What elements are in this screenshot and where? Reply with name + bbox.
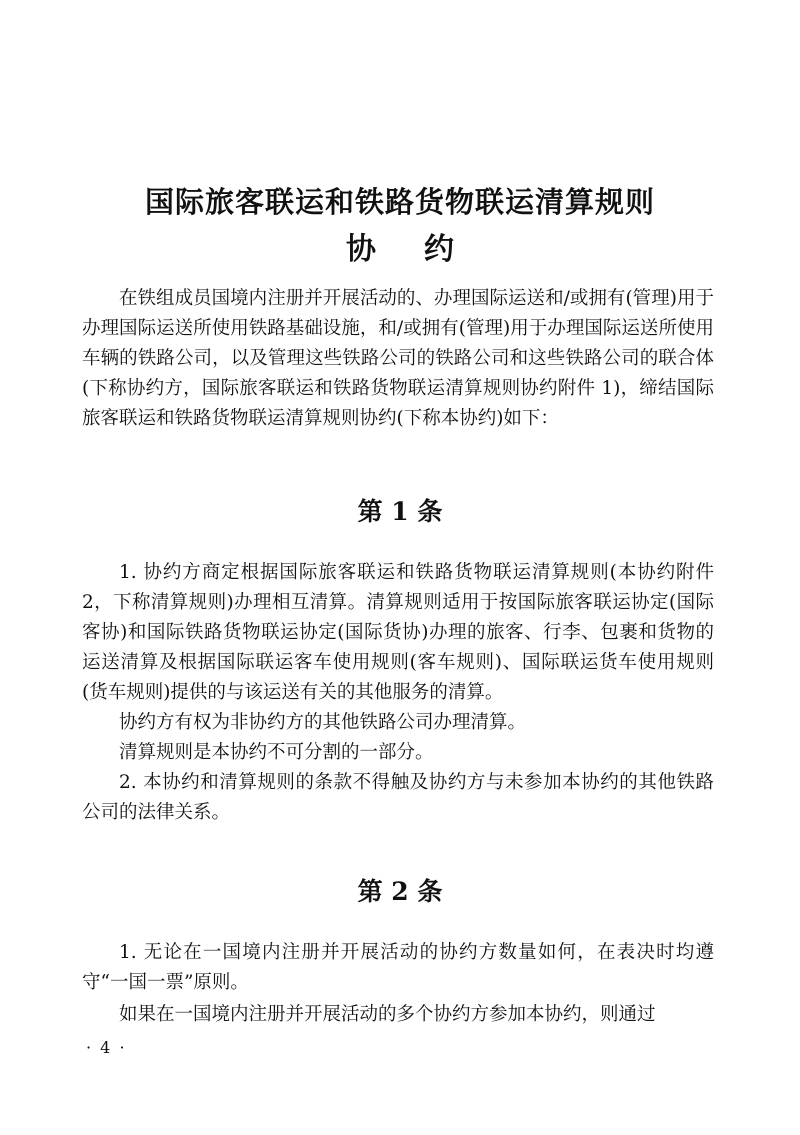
preamble-paragraph: 在铁组成员国境内注册并开展活动的、办理国际运送和/或拥有(管理)用于办理国际运送所使用铁路基础设施，和/或拥有(管理)用于办理国际运送所使用车辆的铁路公司，以及管理这些铁路公司的铁路公司和这些铁路公司的联合体(下称协约方，国际旅客联运和铁路货物联运清算规则协约附件 1)，缔结国际旅客联运和铁路货物联运清算规则协约(下称本协约)如下： [82,288,714,429]
article-1-heading: 第 1 条 [357,497,443,526]
subtitle-char-1: 协 [346,232,376,267]
article-1-paragraph-4: 2. 本协约和清算规则的条款不得触及协约方与未参加本协约的其他铁路公司的法律关系。 [82,772,714,823]
document-title: 国际旅客联运和铁路货物联运清算规则 [144,185,655,219]
article-2-heading: 第 2 条 [357,877,443,906]
article-2-paragraph-1: 1. 无论在一国境内注册并开展活动的协约方数量如何，在表决时均遵守“一国一票”原则。 [82,942,714,993]
subtitle-char-2: 约 [424,232,454,267]
article-1-paragraph-3: 清算规则是本协约不可分割的一部分。 [119,742,434,763]
article-2-paragraph-2: 如果在一国境内注册并开展活动的多个协约方参加本协约，则通过 [119,1004,656,1025]
article-1-paragraph-2: 协约方有权为非协约方的其他铁路公司办理清算。 [119,712,527,733]
article-1-paragraph-1: 1. 协约方商定根据国际旅客联运和铁路货物联运清算规则(本协约附件 2，下称清算规则)办理相互清算。清算规则适用于按国际旅客联运协定(国际客协)和国际铁路货物联运协定(国际货协)办理的旅客、行李、包裹和货物的运送清算及根据国际联运客车使用规则(客车规则)、国际联运货车使用规则(货车规则)提供的与该运送有关的其他服务的清算。 [82,562,714,703]
page-number: · 4 · [86,1038,127,1057]
document-subtitle [0,224,800,268]
